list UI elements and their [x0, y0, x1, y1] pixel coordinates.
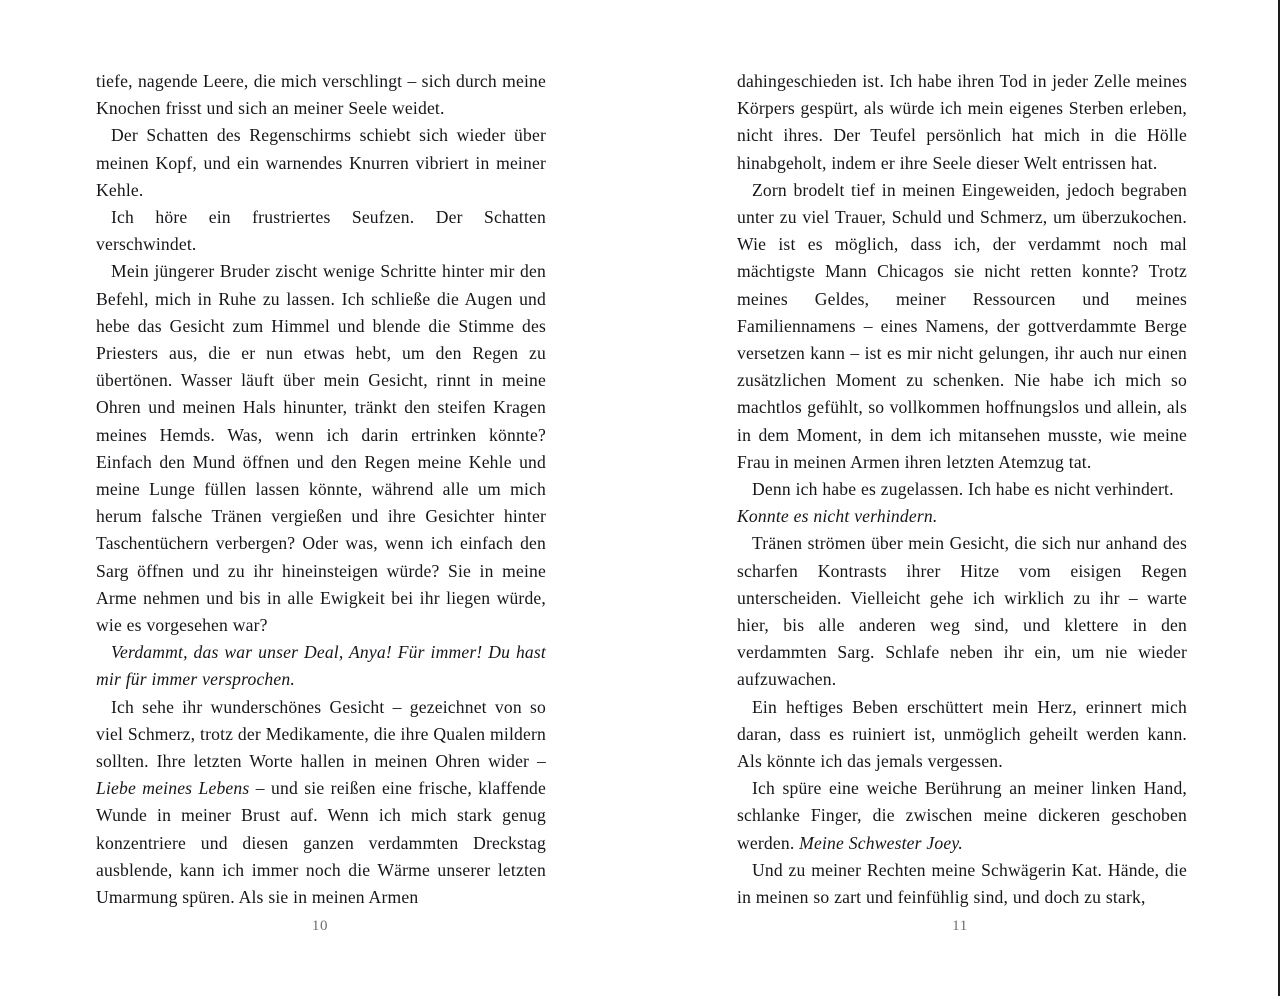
paragraph: tiefe, nagende Leere, die mich verschlingt – sich durch meine Knochen frisst und sich an meiner Seele weidet. — [96, 71, 546, 119]
paragraph: Denn ich habe es zugelassen. Ich habe es nicht verhindert. — [752, 479, 1174, 500]
paragraph-segment-italic: Meine Schwester Joey. — [799, 832, 963, 853]
paragraph-segment: Ich spüre eine weiche Berührung an meiner linken Hand, schlanke Finger, die zwischen meine dickeren geschoben werden. — [737, 778, 1187, 853]
page-number: 10 — [311, 918, 329, 934]
paragraph: dahingeschieden ist. Ich habe ihren Tod in jeder Zelle meines Körpers gespürt, als würde ich mein eigenes Sterben erleben, nicht ihres. Der Teufel persönlich hat mich in die Hölle hinabgeholt, indem er ihre Seele dieser Welt entrissen hat. — [737, 71, 1187, 173]
right-page-textblock — [737, 68, 1187, 911]
paragraph-segment: Ich sehe ihr wunderschönes Gesicht – gezeichnet von so viel Schmerz, trotz der Medikamente, die ihre Qualen mildern sollten. Ihre letzten Worte hallen in meinen Ohren wider – — [96, 696, 546, 772]
page-number: 11 — [952, 918, 968, 934]
left-page-textblock — [96, 68, 546, 911]
paragraph: Tränen strömen über mein Gesicht, die sich nur anhand des scharfen Kontrasts ihrer Hitze vom eisigen Regen unterscheiden. Vielleicht gehe ich wirklich zu ihr – warte hier, bis alle anderen weg sind, und klettere in den verdammten Sarg. Schlafe neben ihr ein, um nie wieder aufzuwachen. — [737, 533, 1187, 690]
paragraph-italic: Konnte es nicht verhindern. — [737, 506, 938, 527]
right-page — [640, 0, 1280, 996]
paragraph: Ein heftiges Beben erschüttert mein Herz, erinnert mich daran, dass es ruiniert ist, unmöglich geheilt werden kann. Als könnte ich das jemals vergessen. — [737, 696, 1187, 772]
paragraph: Der Schatten des Regenschirms schiebt sich wieder über meinen Kopf, und ein warnendes Knurren vibriert in meiner Kehle. — [96, 125, 546, 200]
paragraph-mixed — [96, 694, 546, 912]
paragraph-segment-italic: Liebe meines Lebens — [96, 778, 250, 799]
paragraph: Und zu meiner Rechten meine Schwägerin Kat. Hände, die in meinen so zart und feinfühlig sind, und doch zu stark, — [737, 859, 1187, 908]
paragraph: Ich höre ein frustriertes Seufzen. Der Schatten verschwindet. — [96, 207, 546, 255]
paragraph-italic: Verdammt, das war unser Deal, Anya! Für immer! Du hast mir für immer versprochen. — [96, 642, 546, 690]
paragraph: Zorn brodelt tief in meinen Eingeweiden, jedoch begraben unter zu viel Trauer, Schuld und Schmerz, um überzukochen. Wie ist es möglich, dass ich, der verdammt noch mal mächtigste Mann Chicagos sie nicht retten konnte? Trotz meines Geldes, meiner Ressourcen und meines Familiennamens – eines Namens, der gottverdammte Berge versetzen kann – ist es mir nicht gelungen, ihr auch nur einen zusätzlichen Moment zu schenken. Nie habe ich mich so machtlos gefühlt, so vollkommen hoffnungslos und allein, als in dem Moment, in dem ich mitansehen musste, wie meine Frau in meinen Armen ihren letzten Atemzug tat. — [737, 179, 1187, 472]
paragraph: Mein jüngerer Bruder zischt wenige Schritte hinter mir den Befehl, mich in Ruhe zu lassen. Ich schließe die Augen und hebe das Gesicht zum Himmel und blende die Stimme des Priesters aus, die er nun etwas hebt, um den Regen zu übertönen. Wasser läuft über mein Gesicht, rinnt in meine Ohren und meinen Hals hinunter, tränkt den steifen Kragen meines Hemds. Was, wenn ich darin ertrinken könnte? Einfach den Mund öffnen und den Regen meine Kehle und meine Lunge füllen lassen könnte, während alle um mich herum falsche Tränen vergießen und ihre Gesichter hinter Taschentüchern verbergen? Oder was, wenn ich einfach den Sarg öffnen und zu ihr hineinsteigen würde? Sie in meine Arme nehmen und bis in alle Ewigkeit bei ihr liegen würde, wie es vorgesehen war? — [96, 261, 546, 636]
paragraph-mixed — [737, 775, 1187, 857]
paragraph-segment: – und sie reißen eine frische, klaffende Wunde in meiner Brust auf. Wenn ich mich stark genug konzentriere und diesen ganzen verdammten Dreckstag ausblende, kann ich immer noch die Wärme unserer letzten Umarmung spüren. Als sie in meinen Armen — [96, 778, 546, 908]
